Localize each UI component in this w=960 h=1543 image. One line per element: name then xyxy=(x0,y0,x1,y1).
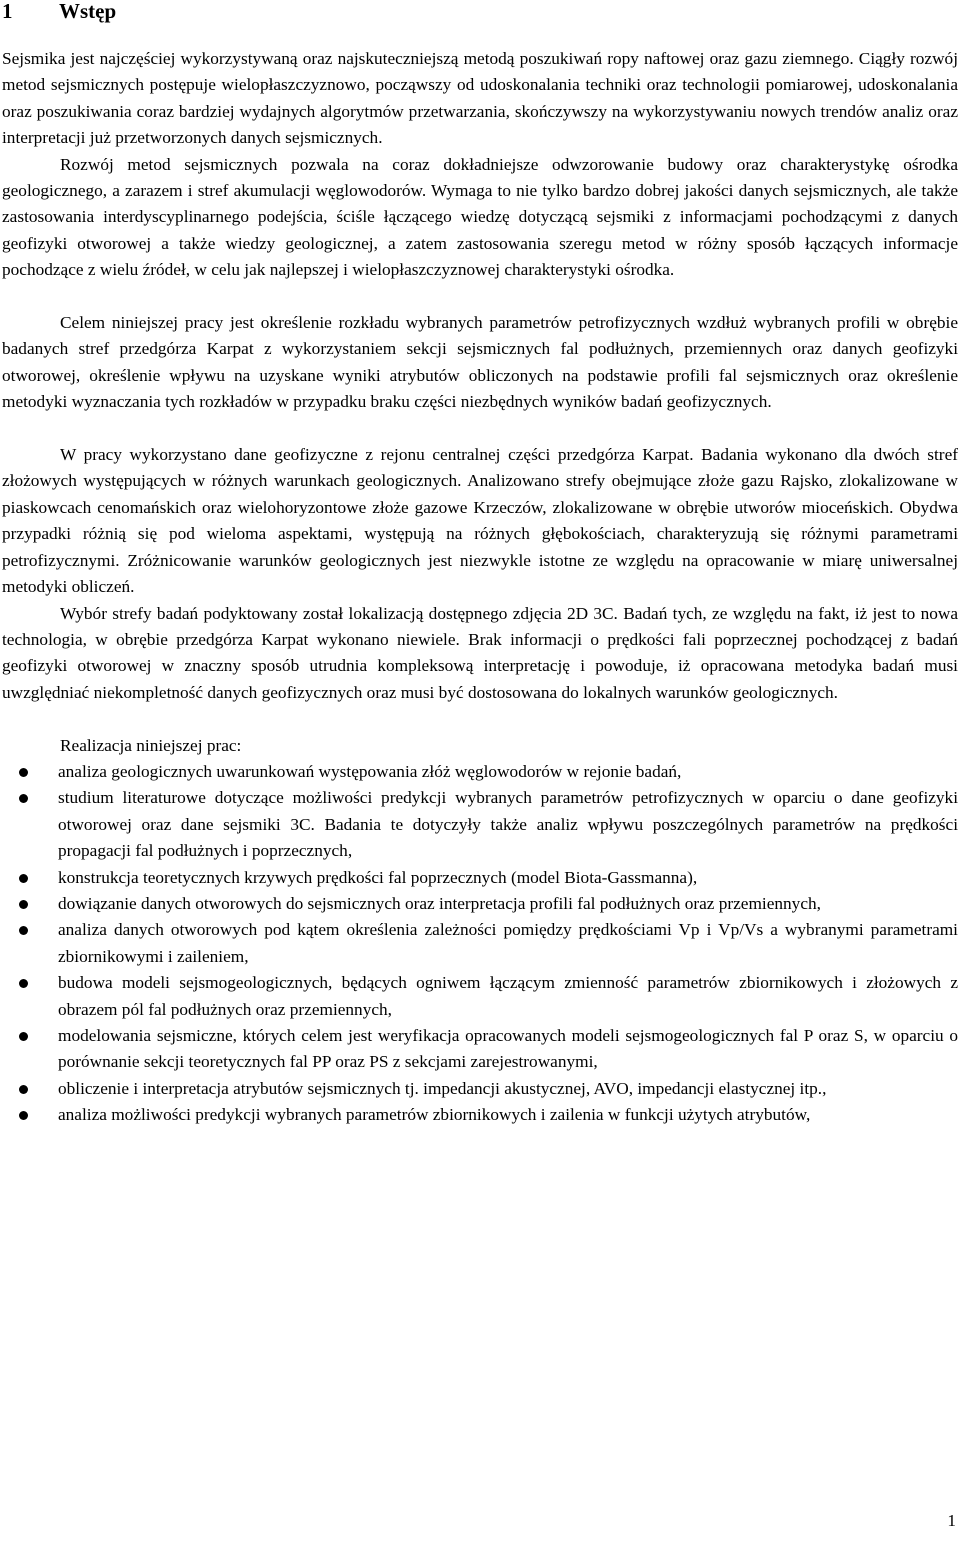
bullet-icon xyxy=(19,794,28,803)
paragraph-data: W pracy wykorzystano dane geofizyczne z rejonu centralnej części przedgórza Karpat. Badania wykonano dla dwóch stref złożowych występujących w różnych warunkach geologicznych. Analizowano strefy obejmujące złoże gazu Rajsko, zlokalizowane w piaskowcach cenomańskich oraz wielohoryzontowe złoże gazowe Krzeczów, zlokalizowane w obrębie utworów mioceńskich. Obydwa przypadki różnią się pod wieloma aspektami, występują na różnych głębokościach, charakteryzują się różnymi parametrami petrofizycznymi. Zróżnicowanie warunków geologicznych jest niezwykle istotne ze względu na opracowanie w miarę uniwersalnej metodyki obliczeń. xyxy=(2,445,958,597)
list-item-text: dowiązanie danych otworowych do sejsmicznych oraz interpretacja profili fal podłużnych oraz przemiennych, xyxy=(58,893,821,913)
list-item xyxy=(2,1102,958,1128)
paragraph-gap xyxy=(2,284,958,310)
list-item-text: analiza możliwości predykcji wybranych parametrów zbiornikowych i zailenia w funkcji użytych atrybutów, xyxy=(58,1105,811,1125)
list-item xyxy=(2,785,958,864)
bullet-icon xyxy=(19,926,28,935)
bullet-icon xyxy=(19,1085,28,1094)
bullet-icon xyxy=(19,979,28,988)
list-item xyxy=(2,759,958,785)
bullet-icon xyxy=(19,1111,28,1120)
list-item xyxy=(2,865,958,891)
paragraph-goal: Celem niniejszej pracy jest określenie rozkładu wybranych parametrów petrofizycznych wzdłuż wybranych profili w obrębie badanych stref przedgórza Karpat z wykorzystaniem sekcji sejsmicznych fal podłużnych, przemiennych oraz danych geofizyki otworowej, określenie wpływu na uzyskane wyniki atrybutów obliczonych na podstawie profili fal sejsmicznych oraz określenie metodyki wyznaczania tych rozkładów w przypadku braku części niezbędnych wyników badań geofizycznych. xyxy=(2,313,958,412)
chapter-number: 1 xyxy=(2,0,13,23)
list-item-text: analiza danych otworowych pod kątem określenia zależności pomiędzy prędkościami Vp i Vp/Vs a wybranymi parametrami zbiornikowymi i zaileniem, xyxy=(58,920,958,966)
paragraph-seismic-development: Rozwój metod sejsmicznych pozwala na coraz dokładniejsze odwzorowanie budowy oraz charakterystykę ośrodka geologicznego, a zarazem i stref akumulacji węglowodorów. Wymaga to nie tylko bardzo dobrej jakości danych sejsmicznych, ale także zastosowania interdyscyplinarnego podejścia, ściśle łączącego wiedzę dotyczącą sejsmiki z informacjami pochodzącymi z danych geofizyki otworowej a także wiedzy geologicznej, a zatem zastosowania szeregu metod w różny sposób łączących informacje pochodzące z wielu źródeł, w celu jak najlepszej i wielopłaszczyznowej charakterystyki ośrodka. xyxy=(2,154,958,280)
list-item-text: studium literaturowe dotyczące możliwości predykcji wybranych parametrów petrofizycznych w oparciu o dane geofizyki otworowej oraz dane sejsmiki 3C. Badania te dotyczyły także analiz wpływu poszczególnych parametrów na prędkości propagacji fal podłużnych i poprzecznych, xyxy=(58,788,958,861)
paragraph-gap xyxy=(2,416,958,442)
bullet-icon xyxy=(19,900,28,909)
bullet-icon xyxy=(19,1032,28,1041)
list-item xyxy=(2,917,958,970)
paragraph-study-area: Wybór strefy badań podyktowany został lokalizacją dostępnego zdjęcia 2D 3C. Badań tych, ze względu na fakt, iż jest to nowa technologia, w obrębie przedgórza Karpat wykonano niewiele. Brak informacji o prędkości fali poprzecznej pochodzącej z badań geofizyki otworowej w znaczny sposób utrudnia kompleksową interpretację i powoduje, iż opracowana metodyka badań musi uwzględniać niekompletność danych geofizycznych oraz musi być dostosowana do lokalnych warunków geologicznych. xyxy=(2,603,958,702)
task-list xyxy=(2,759,958,1129)
list-item xyxy=(2,1076,958,1102)
page-number: 1 xyxy=(947,1511,956,1530)
list-item-text: modelowania sejsmiczne, których celem jest weryfikacja opracowanych modeli sejsmogeologicznych fal P oraz S, w oparciu o porównanie sekcji teoretycznych fal PP oraz PS z sekcjami zarejestrowanymi, xyxy=(58,1025,958,1072)
paragraph-intro: Sejsmika jest najczęściej wykorzystywaną oraz najskuteczniejszą metodą poszukiwań ropy naftowej oraz gazu ziemnego. Ciągły rozwój metod sejsmicznych postępuje wielopłaszczyznowo, począwszy od udoskonalania techniki oraz technologii pomiarowej, udoskonalania oraz poszukiwania coraz bardziej wydajnych algorytmów przetwarzania, skończywszy na wykorzystywaniu nowych trendów analiz oraz interpretacji już przetworzonych danych sejsmicznych. xyxy=(2,49,958,148)
bullet-icon xyxy=(19,874,28,883)
paragraph-list-intro: Realizacja niniejszej prac: xyxy=(60,735,242,755)
list-item-text: obliczenie i interpretacja atrybutów sejsmicznych tj. impedancji akustycznej, AVO, impedancji elastycznej itp., xyxy=(58,1078,827,1098)
list-item xyxy=(2,970,958,1023)
document-body xyxy=(2,46,958,1129)
list-item xyxy=(2,891,958,917)
paragraph-gap xyxy=(2,706,958,732)
list-item-text: konstrukcja teoretycznych krzywych prędkości fal poprzecznych (model Biota-Gassmanna), xyxy=(58,867,698,887)
list-item-text: budowa modeli sejsmogeologicznych, będących ogniwem łączącym zmienność parametrów zbiornikowych i złożowych z obrazem pól fal podłużnych oraz przemiennych, xyxy=(58,973,958,1019)
list-item xyxy=(2,1023,958,1076)
chapter-heading xyxy=(2,0,116,26)
bullet-icon xyxy=(19,768,28,777)
list-item-text: analiza geologicznych uwarunkowań występowania złóż węglowodorów w rejonie badań, xyxy=(58,761,682,781)
chapter-title: Wstęp xyxy=(59,0,117,23)
